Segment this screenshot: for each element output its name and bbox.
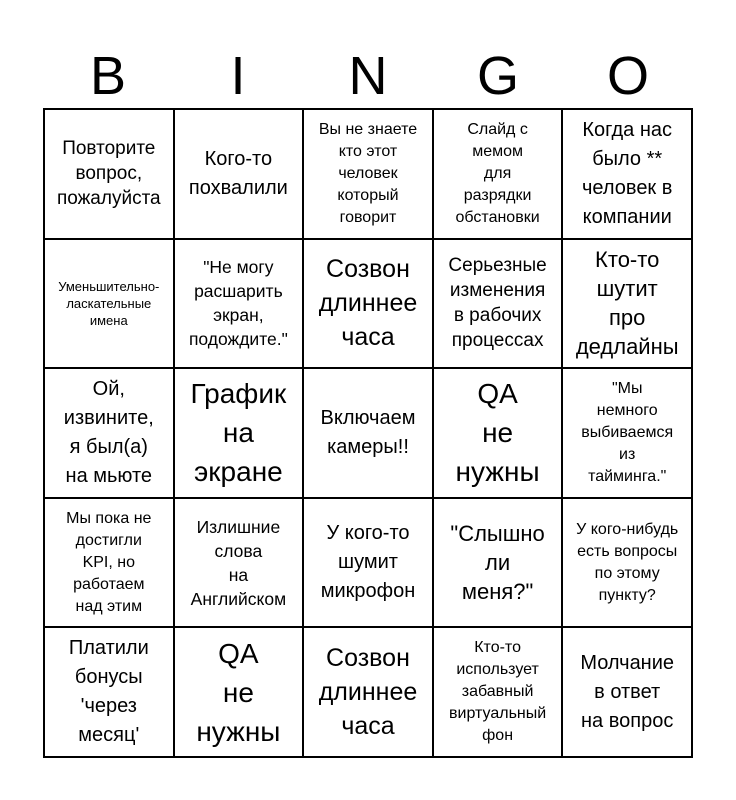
bingo-cell[interactable] <box>304 628 434 758</box>
bingo-cell[interactable] <box>434 499 564 629</box>
bingo-cell[interactable] <box>45 499 175 629</box>
cell-text: Кого-то похвалили <box>188 147 288 199</box>
bingo-cell[interactable] <box>304 369 434 499</box>
bingo-cell[interactable] <box>175 628 305 758</box>
cell-text: Включаем камеры!! <box>320 406 416 458</box>
cell-text: QA не нужны <box>455 378 540 488</box>
cell-text: Мы пока не достигли KPI, но работаем над этим <box>66 509 152 615</box>
cell-text: Молчание в ответ на вопрос <box>580 651 675 732</box>
bingo-cell[interactable] <box>563 240 693 370</box>
bingo-cell[interactable] <box>563 369 693 499</box>
cell-text: Кто-то шутит про дедлайны <box>575 247 679 360</box>
cell-text: "Не могу расшарить экран, подождите." <box>188 257 288 350</box>
bingo-cell[interactable] <box>45 628 175 758</box>
cell-text: Уменьшительно- ласкательные имена <box>58 278 160 328</box>
cell-text: Созвон длиннее часа <box>318 255 418 352</box>
cell-text: Слайд с мемом для разрядки обстановки <box>455 120 540 226</box>
title-letter-g: G <box>476 46 519 106</box>
bingo-cell[interactable] <box>563 499 693 629</box>
bingo-cell[interactable] <box>304 240 434 370</box>
bingo-cell[interactable] <box>434 240 564 370</box>
bingo-cell[interactable] <box>434 110 564 240</box>
cell-text: У кого-то шумит микрофон <box>320 522 416 603</box>
bingo-cell[interactable] <box>304 499 434 629</box>
cell-text: Созвон длиннее часа <box>318 644 418 741</box>
cell-text: QA не нужны <box>196 637 281 747</box>
title-letter-o: O <box>606 46 649 106</box>
title-letter-b: B <box>89 46 127 106</box>
bingo-cell[interactable] <box>45 240 175 370</box>
cell-text: Когда нас было ** человек в компании <box>582 118 673 228</box>
bingo-cell[interactable] <box>45 110 175 240</box>
bingo-cell[interactable] <box>175 499 305 629</box>
bingo-cell[interactable] <box>434 628 564 758</box>
cell-text: Платили бонусы 'через месяц' <box>68 637 149 747</box>
cell-text: Вы не знаете кто этот человек который говорит <box>318 120 418 226</box>
cell-text: "Слышно ли меня?" <box>450 521 545 605</box>
bingo-title <box>43 44 693 108</box>
bingo-cell[interactable] <box>175 369 305 499</box>
cell-text: "Мы немного выбиваемся из тайминга." <box>581 379 674 485</box>
cell-text: У кого-нибудь есть вопросы по этому пункту? <box>576 520 679 604</box>
cell-text: Ой, извините, я был(а) на мьюте <box>63 377 154 487</box>
bingo-cell[interactable] <box>563 110 693 240</box>
bingo-cell[interactable] <box>45 369 175 499</box>
cell-text: Кто-то использует забавный виртуальный фон <box>449 639 547 745</box>
bingo-cell[interactable] <box>434 369 564 499</box>
title-letter-n: N <box>348 46 388 106</box>
cell-text: Повторите вопрос, пожалуйста <box>56 138 161 210</box>
bingo-cell[interactable] <box>304 110 434 240</box>
cell-text: Излишние слова на Английском <box>190 516 287 609</box>
cell-text: Серьезные изменения в рабочих процессах <box>448 255 547 352</box>
title-letter-i: I <box>230 46 246 106</box>
bingo-cell[interactable] <box>175 110 305 240</box>
cell-text: График на экране <box>190 378 287 488</box>
bingo-board <box>43 108 693 758</box>
bingo-cell[interactable] <box>563 628 693 758</box>
bingo-cell[interactable] <box>175 240 305 370</box>
